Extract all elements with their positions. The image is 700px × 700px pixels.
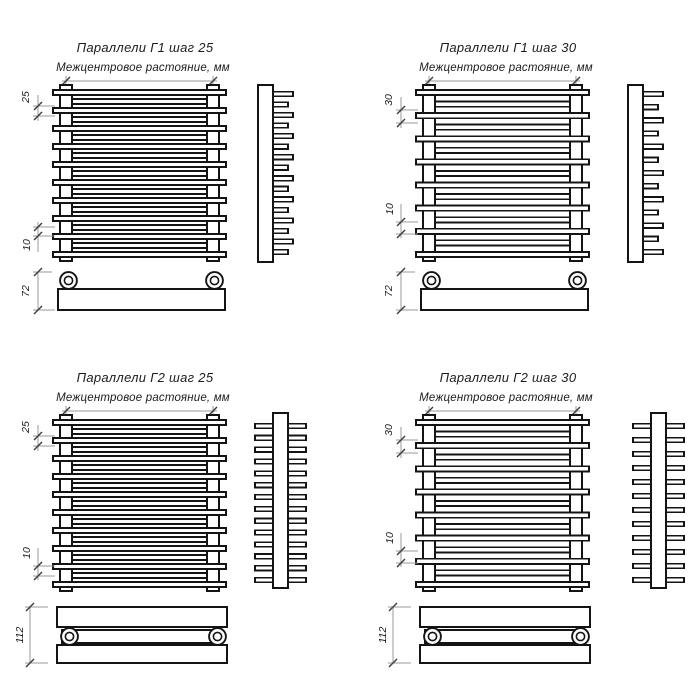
dim-step-label: 30 — [383, 424, 395, 436]
dim-step-label: 30 — [383, 94, 395, 106]
drawing-title: Параллели Г1 шаг 30 — [439, 40, 577, 55]
dim-pair-label: 10 — [384, 532, 396, 544]
dim-step-label: 25 — [20, 421, 32, 433]
drawing-title: Параллели Г2 шаг 25 — [76, 370, 214, 385]
dim-base-height-label: 72 — [20, 285, 32, 297]
drawing-panel-g1-step25 — [0, 0, 337, 350]
center-distance-caption: Межцентровое растояние, мм — [56, 62, 230, 74]
center-distance-caption: Межцентровое растояние, мм — [56, 392, 230, 404]
drawing-title: Параллели Г2 шаг 30 — [439, 370, 577, 385]
dim-base-height-label: 112 — [377, 626, 389, 644]
center-distance-caption: Межцентровое растояние, мм — [419, 392, 593, 404]
dim-pair-label: 10 — [21, 239, 33, 251]
dim-pair-label: 10 — [384, 203, 396, 215]
dim-step-label: 25 — [20, 91, 32, 103]
dim-base-height-label: 72 — [383, 285, 395, 297]
drawing-title: Параллели Г1 шаг 25 — [76, 40, 214, 55]
drawing-panel-g2-step25 — [0, 330, 337, 680]
dim-pair-label: 10 — [21, 547, 33, 559]
drawing-panel-g1-step30 — [363, 0, 700, 350]
drawing-panel-g2-step30 — [363, 330, 700, 680]
center-distance-caption: Межцентровое растояние, мм — [419, 62, 593, 74]
dim-base-height-label: 112 — [14, 626, 26, 644]
